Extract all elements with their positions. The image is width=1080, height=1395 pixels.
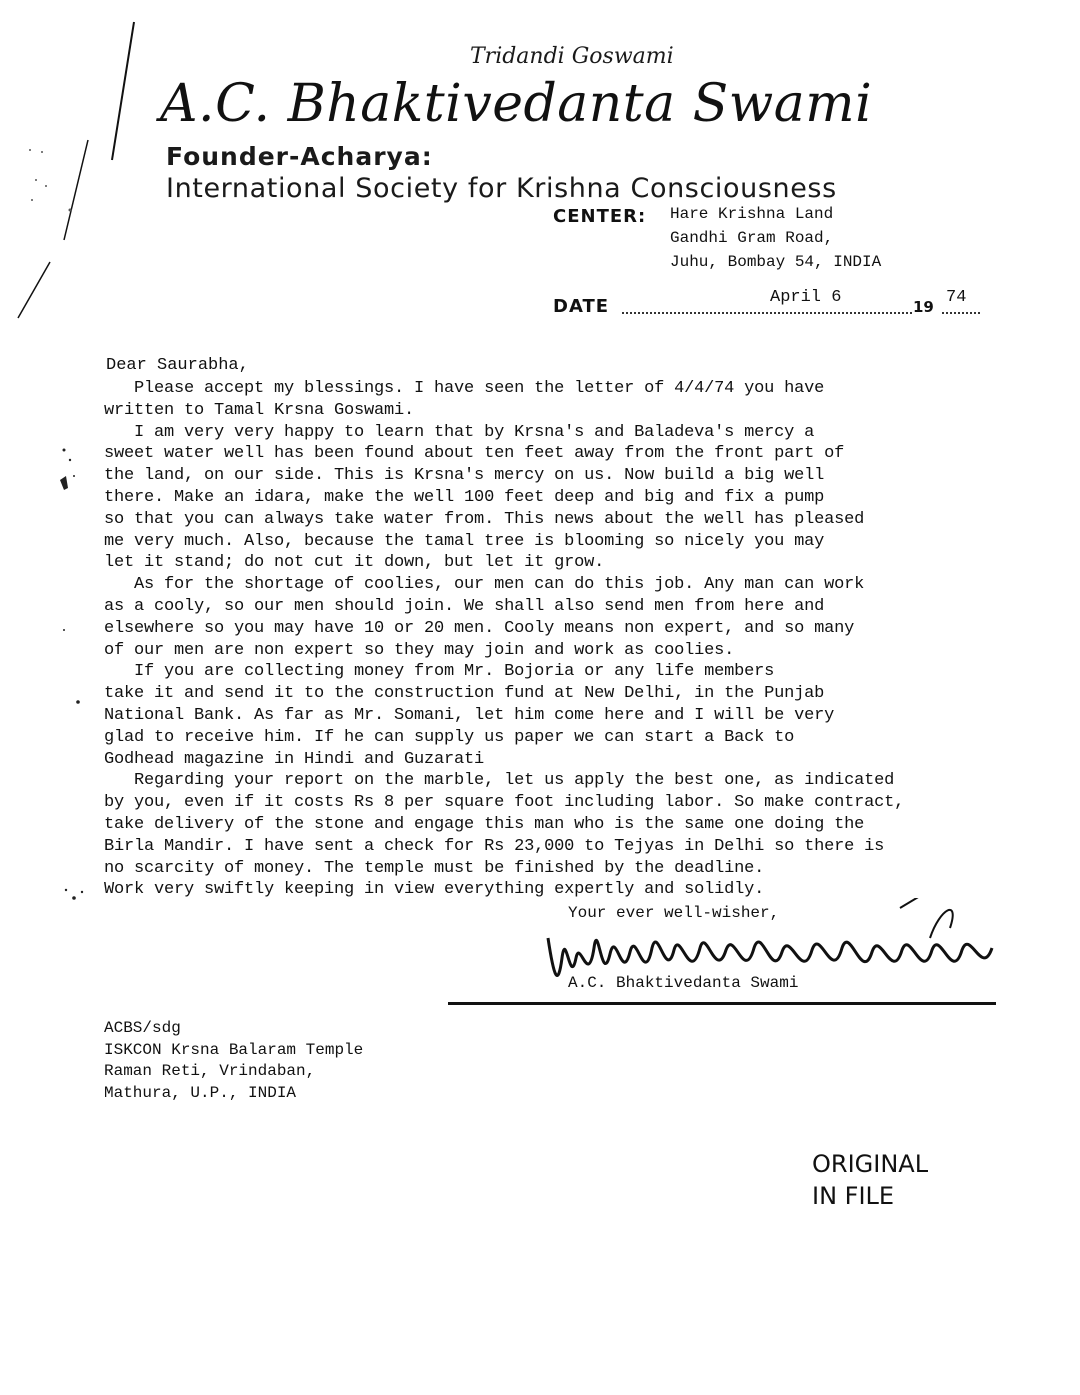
letter-body-line: Regarding your report on the marble, let us apply the best one, as indicated <box>104 771 895 791</box>
letter-body-line: there. Make an idara, make the well 100 feet deep and big and fix a pump <box>104 487 825 507</box>
margin-specks <box>40 440 100 920</box>
letter-body-line: Work very swiftly keeping in view everything expertly and solidly. <box>104 880 765 900</box>
center-address-line: Gandhi Gram Road, <box>670 229 834 247</box>
closing-line: Your ever well-wisher, <box>568 904 780 922</box>
letter-body-line: Please accept my blessings. I have seen the letter of 4/4/74 you have <box>104 379 825 398</box>
letterhead-name: A.C. Bhaktivedanta Swami <box>160 74 873 134</box>
salutation: Dear Saurabha, <box>106 356 249 375</box>
original-in-file-stamp <box>812 1148 928 1212</box>
date-dotted-line <box>622 300 912 314</box>
year-value: 74 <box>946 288 967 307</box>
letterhead-society: International Society for Krishna Consciousness <box>166 173 837 204</box>
center-address-line: Juhu, Bombay 54, INDIA <box>670 253 882 271</box>
letter-body-line: I am very very happy to learn that by Krsna's and Baladeva's mercy a <box>104 422 815 442</box>
letter-body-line: elsewhere so you may have 10 or 20 men. Cooly means non expert, and so many <box>104 618 855 638</box>
letter-body-line: by you, even if it costs Rs 8 per square foot including labor. So make contract, <box>104 793 905 813</box>
stamp-line: IN FILE <box>812 1182 895 1210</box>
letter-body-line: of our men are non expert so they may join and work as coolies. <box>104 640 735 660</box>
letter-body-line: National Bank. As far as Mr. Somani, let him come here and I will be very <box>104 705 835 725</box>
letter-body <box>104 378 904 901</box>
date-label: DATE <box>553 296 610 317</box>
year-prefix: 19 <box>913 298 934 316</box>
letterhead-role: Founder-Acharya: <box>166 142 433 171</box>
letter-body-line: let it stand; do not cut it down, but let it grow. <box>104 553 605 573</box>
margin-line-marks <box>0 0 160 330</box>
address-line: Mathura, U.P., INDIA <box>104 1083 297 1102</box>
letter-body-line: take it and send it to the construction fund at New Delhi, in the Punjab <box>104 684 825 704</box>
letter-body-line: the land, on our side. This is Krsna's mercy on us. Now build a big well <box>104 466 825 486</box>
address-line: ISKCON Krsna Balaram Temple <box>104 1040 364 1059</box>
center-address <box>670 202 881 274</box>
letter-body-line: As for the shortage of coolies, our men can do this job. Any man can work <box>104 575 865 595</box>
letter-body-line: Birla Mandir. I have sent a check for Rs 23,000 to Tejyas in Delhi so there is <box>104 836 885 856</box>
letter-body-line: glad to receive him. If he can supply us paper we can start a Back to <box>104 727 795 747</box>
letter-body-line: Godhead magazine in Hindi and Guzarati <box>104 749 485 769</box>
letterhead-subtitle: Tridandi Goswami <box>470 44 674 69</box>
typed-signature-name: A.C. Bhaktivedanta Swami <box>568 974 799 992</box>
letter-body-line: written to Tamal Krsna Goswami. <box>104 400 415 420</box>
date-value: April 6 <box>770 288 842 307</box>
center-label: CENTER: <box>553 206 647 227</box>
letter-body-line: sweet water well has been found about ten feet away from the front part of <box>104 444 845 464</box>
letter-body-line: as a cooly, so our men should join. We shall also send men from here and <box>104 596 825 616</box>
letter-body-line: If you are collecting money from Mr. Bojoria or any life members <box>104 662 775 682</box>
center-address-line: Hare Krishna Land <box>670 205 834 223</box>
footer-address <box>104 1018 363 1104</box>
address-line: Raman Reti, Vrindaban, <box>104 1062 316 1081</box>
letter-body-line: no scarcity of money. The temple must be finished by the deadline. <box>104 858 765 878</box>
reference-initials: ACBS/sdg <box>104 1019 181 1037</box>
letter-body-line: me very much. Also, because the tamal tree is blooming so nicely you may <box>104 531 825 551</box>
handwritten-signature <box>540 898 1010 1008</box>
letter-body-line: take delivery of the stone and engage this man who is the same one doing the <box>104 814 865 834</box>
letter-body-line: so that you can always take water from. This news about the well has pleased <box>104 509 865 529</box>
stamp-line: ORIGINAL <box>812 1150 929 1178</box>
